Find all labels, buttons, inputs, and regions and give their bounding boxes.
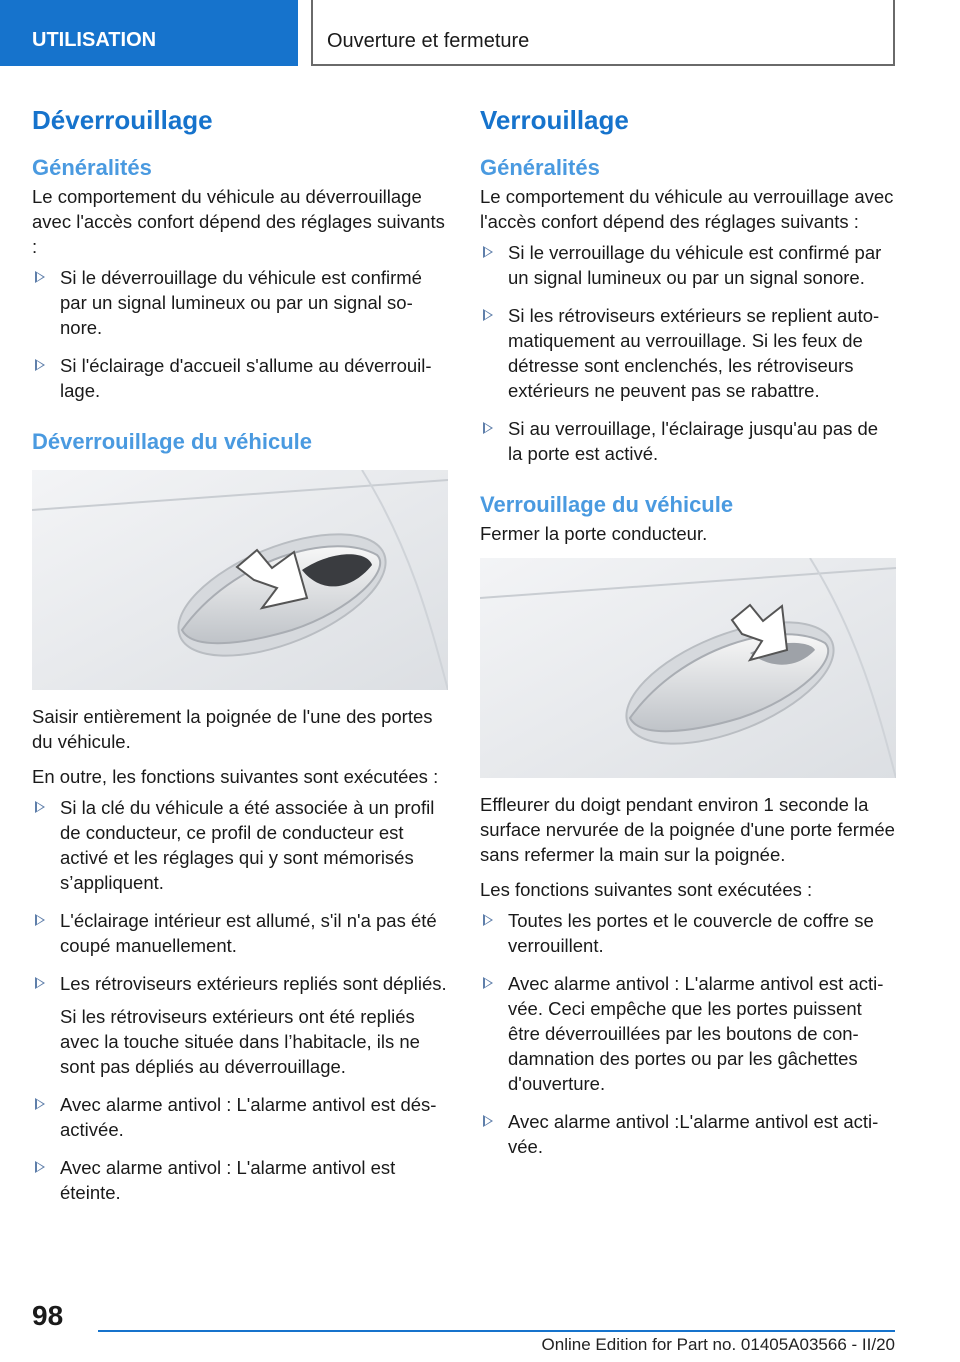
unlock-vehicle-heading: Déverrouillage du véhicule: [32, 429, 312, 454]
lock-caption: Effleurer du doigt pendant environ 1 seconde la surface nervurée de la poignée d'une porte fermée sans refermer la main sur la poignée.: [480, 794, 895, 865]
unlock-functions-list: [32, 795, 448, 1205]
lock-functions-list: [480, 908, 896, 1159]
footer-divider: [98, 1330, 895, 1332]
unlock-caption: Saisir entièrement la poignée de l'une des portes du véhicule.: [32, 706, 433, 752]
list-item: L'éclairage intérieur est allumé, s'il n'a pas été coupé manuellement.: [32, 908, 448, 958]
bullet-triangle-icon: [35, 1098, 45, 1110]
list-item: Avec alarme antivol : L'alarme antivol est désactivée.: [32, 1092, 448, 1142]
bullet-triangle-icon: [35, 271, 45, 283]
left-general-heading: Généralités: [32, 155, 152, 180]
right-general-list: [480, 240, 896, 466]
list-item: Si les rétroviseurs extérieurs se replient automatiquement au verrouillage. Si les feux de détresse sont enclenchés, les rétroviseurs extérieurs ne peuvent pas se rabattre.: [480, 303, 896, 403]
list-item: Si le verrouillage du véhicule est confirmé par un signal lumineux ou par un signal sonore.: [480, 240, 896, 290]
unlocking-title: Déverrouillage: [32, 105, 213, 135]
lock-more-intro: Les fonctions suivantes sont exécutées :: [480, 879, 813, 900]
bullet-triangle-icon: [483, 914, 493, 926]
right-general-intro: Le comportement du véhicule au verrouillage avec l'accès confort dépend des réglages suivants :: [480, 186, 894, 232]
bullet-triangle-icon: [483, 977, 493, 989]
list-item: Toutes les portes et le couvercle de coffre se verrouillent.: [480, 908, 896, 958]
lock-intro: Fermer la porte conducteur.: [480, 523, 708, 544]
bullet-triangle-icon: [35, 1161, 45, 1173]
bullet-triangle-icon: [35, 977, 45, 989]
section-tab: UTILISATION: [0, 0, 298, 66]
bullet-triangle-icon: [483, 422, 493, 434]
list-item: Si au verrouillage, l'éclairage jusqu'au pas de la porte est activé.: [480, 416, 896, 466]
left-general-intro: Le comportement du véhicule au déverrouillage avec l'accès confort dépend des réglages suivants :: [32, 186, 445, 257]
bullet-triangle-icon: [35, 914, 45, 926]
right-general-heading: Généralités: [480, 155, 600, 180]
list-item: Si le déverrouillage du véhicule est confirmé par un signal lumineux ou par un signal sonore.: [32, 265, 448, 340]
list-item: Avec alarme antivol : L'alarme antivol est activée. Ceci empêche que les portes puissent être déverrouillées par les boutons de condamnation des portes ou par les gâchettes d'ouverture.: [480, 971, 896, 1096]
bullet-triangle-icon: [483, 309, 493, 321]
bullet-triangle-icon: [483, 246, 493, 258]
list-item: Si l'éclairage d'accueil s'allume au déverrouillage.: [32, 353, 448, 403]
door-handle-touch-illustration: [480, 558, 896, 778]
bullet-triangle-icon: [35, 359, 45, 371]
right-column: [480, 100, 896, 1172]
list-item-note: Si les rétroviseurs extérieurs ont été repliés avec la touche située dans l’habitacle, ils ne sont pas dépliés au déverrouillage.: [60, 1006, 420, 1077]
bullet-triangle-icon: [483, 1115, 493, 1127]
lock-vehicle-heading: Verrouillage du véhicule: [480, 492, 734, 517]
page-number: 98: [32, 1300, 64, 1331]
footer-edition: Online Edition for Part no. 01405A03566 - II/20: [541, 1335, 895, 1354]
list-item: Si la clé du véhicule a été associée à un profil de conducteur, ce profil de conducteur est activé et les réglages qui y sont mémorisés s’appliquent.: [32, 795, 448, 895]
bullet-triangle-icon: [35, 801, 45, 813]
door-handle-grab-illustration: [32, 470, 448, 690]
chapter-title: Ouverture et fermeture: [311, 0, 895, 66]
locking-title: Verrouillage: [480, 105, 629, 135]
unlock-more-intro: En outre, les fonctions suivantes sont exécutées :: [32, 766, 439, 787]
left-general-list: [32, 265, 448, 403]
list-item: Avec alarme antivol :L'alarme antivol est activée.: [480, 1109, 896, 1159]
list-item: Avec alarme antivol : L'alarme antivol est éteinte.: [32, 1155, 448, 1205]
left-column: [32, 100, 448, 1218]
list-item: Les rétroviseurs extérieurs repliés sont dépliés. Si les rétroviseurs extérieurs ont été repliés avec la touche située dans l’habitacle, ils ne sont pas dépliés au déverrouillage.: [32, 971, 448, 1079]
